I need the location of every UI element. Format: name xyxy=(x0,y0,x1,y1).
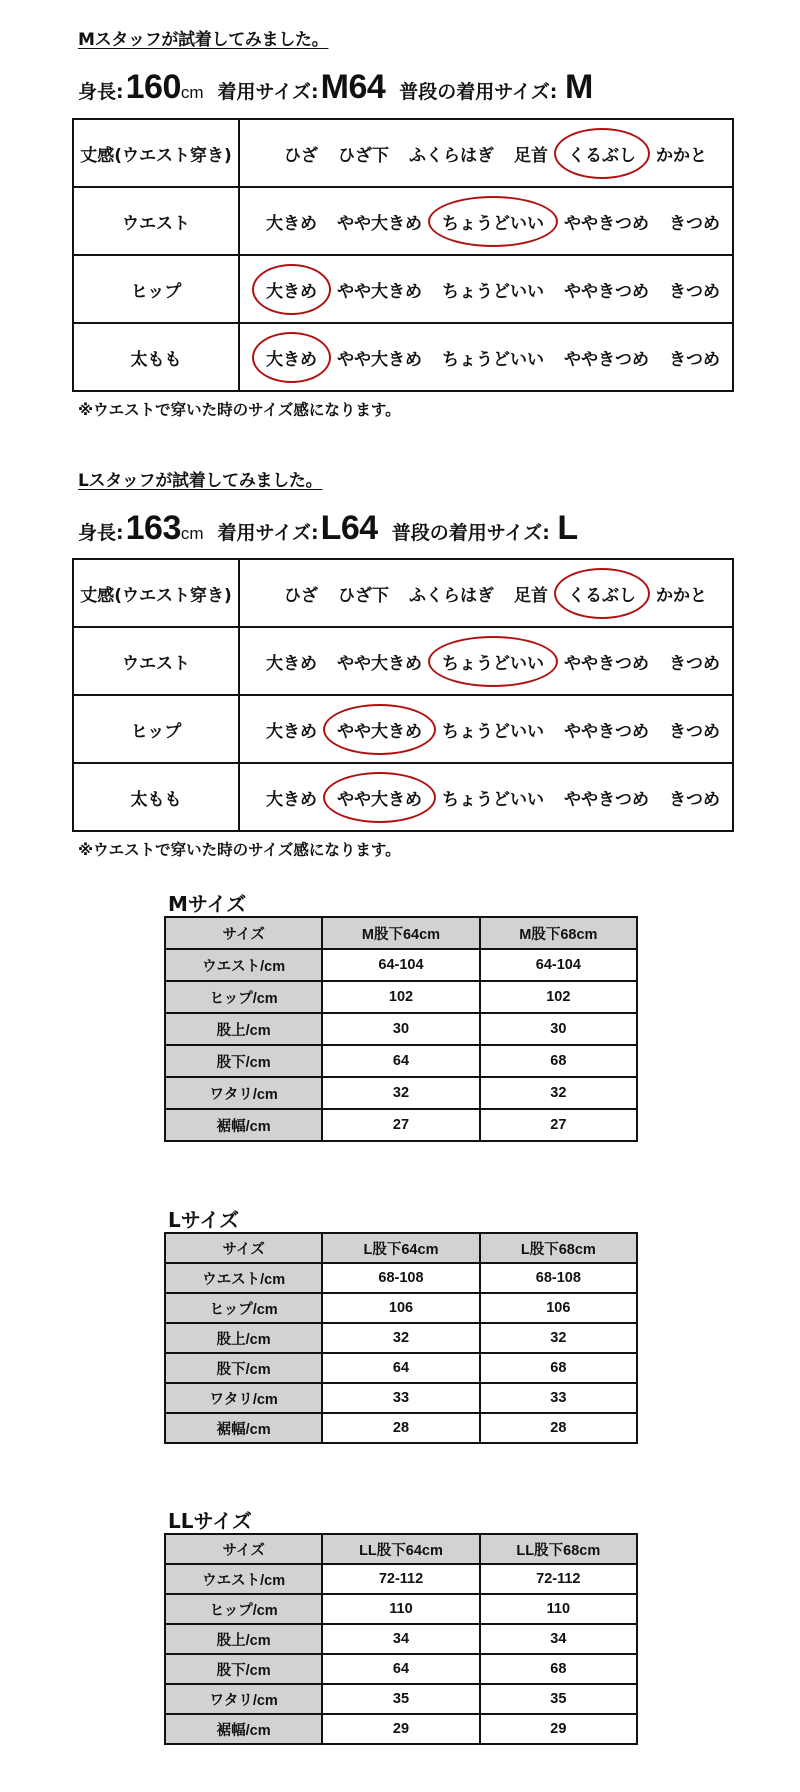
size-row-label: 裾幅/cm xyxy=(165,1413,322,1443)
size-table-row xyxy=(165,1293,637,1323)
fit-option: やや大きめ xyxy=(337,349,422,370)
size-value: 32 xyxy=(480,1077,637,1109)
size-table-row xyxy=(165,1654,637,1684)
size-value: 68-108 xyxy=(322,1263,479,1293)
size-row-label: ワタリ/cm xyxy=(165,1383,322,1413)
size-table-row xyxy=(165,1714,637,1744)
fit-row xyxy=(73,187,733,255)
size-table-header: M股下64cm xyxy=(322,917,479,949)
size-table-row xyxy=(165,1684,637,1714)
fit-option: やや大きめ xyxy=(337,653,422,674)
usual-size-value: M xyxy=(564,68,593,106)
height-label: 身長 xyxy=(78,81,117,103)
size-table-row xyxy=(165,1045,637,1077)
size-label: 着用サイズ xyxy=(217,81,312,103)
size-value: 29 xyxy=(322,1714,479,1744)
fit-options xyxy=(239,255,733,323)
size-value: 28 xyxy=(322,1413,479,1443)
size-table-row xyxy=(165,1077,637,1109)
fit-row-label: 太もも xyxy=(73,323,239,391)
size-value: 30 xyxy=(480,1013,637,1045)
fit-options xyxy=(239,559,733,627)
size-value: 72-112 xyxy=(322,1564,479,1594)
fit-option: ちょうどいい xyxy=(442,721,544,742)
size-value: L64 xyxy=(320,509,378,547)
size-table-header: M股下68cm xyxy=(480,917,637,949)
fit-option: 大きめ xyxy=(266,789,317,810)
size-value: 34 xyxy=(322,1624,479,1654)
size-table-header-row xyxy=(165,917,637,949)
size-row-label: ワタリ/cm xyxy=(165,1684,322,1714)
size-value: 30 xyxy=(322,1013,479,1045)
usual-size-value: L xyxy=(557,509,578,547)
size-label: 着用サイズ xyxy=(217,522,312,544)
usual-size-label: 普段の着用サイズ xyxy=(391,522,543,544)
size-value: 32 xyxy=(322,1077,479,1109)
size-row-label: 股上/cm xyxy=(165,1323,322,1353)
size-value: 110 xyxy=(480,1594,637,1624)
size-table-header: サイズ xyxy=(165,917,322,949)
size-value: 29 xyxy=(480,1714,637,1744)
fit-row xyxy=(73,559,733,627)
height-label: 身長 xyxy=(78,522,117,544)
size-value: 64-104 xyxy=(322,949,479,981)
size-value: 32 xyxy=(322,1323,479,1353)
fit-option: 大きめ xyxy=(266,653,317,674)
size-value: 35 xyxy=(480,1684,637,1714)
fit-option: 足首 xyxy=(514,585,548,606)
size-value: 106 xyxy=(480,1293,637,1323)
fit-option-selected: ちょうどいい xyxy=(442,649,544,674)
size-value: 64-104 xyxy=(480,949,637,981)
size-table-row xyxy=(165,949,637,981)
fit-option: きつめ xyxy=(669,349,720,370)
size-table-row xyxy=(165,1624,637,1654)
size-table-row xyxy=(165,981,637,1013)
size-value: 27 xyxy=(322,1109,479,1141)
size-value: 33 xyxy=(322,1383,479,1413)
size-table-header-row xyxy=(165,1534,637,1564)
size-value: 64 xyxy=(322,1353,479,1383)
fit-option-selected: やや大きめ xyxy=(337,717,422,742)
fit-option: きつめ xyxy=(669,721,720,742)
size-table-row xyxy=(165,1594,637,1624)
fit-option: 足首 xyxy=(514,145,548,166)
size-row-label: ヒップ/cm xyxy=(165,981,322,1013)
fit-option: ひざ下 xyxy=(338,145,389,166)
size-row-label: 股下/cm xyxy=(165,1353,322,1383)
fit-row xyxy=(73,763,733,831)
size-table-header-row xyxy=(165,1233,637,1263)
fit-option-selected: くるぶし xyxy=(568,581,636,606)
size-table-header: サイズ xyxy=(165,1233,322,1263)
size-value: 27 xyxy=(480,1109,637,1141)
fit-row-label: 丈感(ウエスト穿き) xyxy=(73,559,239,627)
fit-option-selected: 大きめ xyxy=(266,345,317,370)
fit-row xyxy=(73,695,733,763)
fit-row-label: ヒップ xyxy=(73,255,239,323)
size-table-row xyxy=(165,1353,637,1383)
size-value: M64 xyxy=(320,68,386,106)
size-table-row xyxy=(165,1263,637,1293)
size-table-header: LL股下68cm xyxy=(480,1534,637,1564)
fit-option: やや大きめ xyxy=(337,213,422,234)
size-value: 32 xyxy=(480,1323,637,1353)
fit-option: きつめ xyxy=(669,213,720,234)
fit-option-selected: くるぶし xyxy=(568,141,636,166)
fit-option: ややきつめ xyxy=(564,213,649,234)
fit-option: ややきつめ xyxy=(564,281,649,302)
size-table-row xyxy=(165,1413,637,1443)
l-size-title: Lサイズ xyxy=(168,1208,240,1232)
fit-option: きつめ xyxy=(669,789,720,810)
size-table-row xyxy=(165,1013,637,1045)
size-table-header: LL股下64cm xyxy=(322,1534,479,1564)
l-size-table xyxy=(164,1232,638,1444)
m-staff-fit-table xyxy=(72,118,734,392)
fit-options xyxy=(239,323,733,391)
height-value: 163 xyxy=(125,509,181,547)
m-staff-title: Mスタッフが試着してみました。 xyxy=(78,30,329,50)
size-value: 68-108 xyxy=(480,1263,637,1293)
fit-option: ちょうどいい xyxy=(442,349,544,370)
m-staff-stats: 身長:160cm 着用サイズ:M64 普段の着用サイズ: M xyxy=(78,68,593,106)
fit-option: きつめ xyxy=(669,653,720,674)
ll-size-table xyxy=(164,1533,638,1745)
fit-option: ひざ下 xyxy=(338,585,389,606)
fit-row-label: ウエスト xyxy=(73,187,239,255)
m-staff-note: ※ウエストで穿いた時のサイズ感になります。 xyxy=(78,401,401,419)
fit-row xyxy=(73,323,733,391)
size-row-label: ヒップ/cm xyxy=(165,1293,322,1323)
fit-option: ややきつめ xyxy=(564,349,649,370)
m-size-table xyxy=(164,916,638,1142)
height-unit: cm xyxy=(180,83,204,102)
size-table-row xyxy=(165,1109,637,1141)
size-row-label: ヒップ/cm xyxy=(165,1594,322,1624)
size-row-label: ウエスト/cm xyxy=(165,1263,322,1293)
fit-row xyxy=(73,255,733,323)
fit-option: ややきつめ xyxy=(564,789,649,810)
l-staff-title: Lスタッフが試着してみました。 xyxy=(78,471,323,491)
size-value: 102 xyxy=(322,981,479,1013)
size-value: 68 xyxy=(480,1045,637,1077)
fit-option-selected: やや大きめ xyxy=(337,785,422,810)
fit-options xyxy=(239,627,733,695)
size-row-label: 裾幅/cm xyxy=(165,1109,322,1141)
fit-option: ややきつめ xyxy=(564,653,649,674)
height-value: 160 xyxy=(125,68,181,106)
size-table-header: L股下68cm xyxy=(480,1233,637,1263)
l-staff-fit-table xyxy=(72,558,734,832)
size-row-label: 股下/cm xyxy=(165,1045,322,1077)
size-value: 102 xyxy=(480,981,637,1013)
fit-option: ふくらはぎ xyxy=(409,145,494,166)
fit-row-label: ウエスト xyxy=(73,627,239,695)
size-value: 33 xyxy=(480,1383,637,1413)
l-staff-stats: 身長:163cm 着用サイズ:L64 普段の着用サイズ: L xyxy=(78,509,578,547)
fit-option: きつめ xyxy=(669,281,720,302)
size-table-row xyxy=(165,1383,637,1413)
size-value: 72-112 xyxy=(480,1564,637,1594)
fit-options xyxy=(239,695,733,763)
fit-option: 大きめ xyxy=(266,213,317,234)
size-row-label: ウエスト/cm xyxy=(165,949,322,981)
fit-option: ひざ xyxy=(284,585,318,606)
size-value: 106 xyxy=(322,1293,479,1323)
fit-row xyxy=(73,119,733,187)
fit-option-selected: ちょうどいい xyxy=(442,209,544,234)
fit-option: ふくらはぎ xyxy=(409,585,494,606)
size-table-row xyxy=(165,1323,637,1353)
size-table-header: サイズ xyxy=(165,1534,322,1564)
fit-row-label: ヒップ xyxy=(73,695,239,763)
fit-options xyxy=(239,187,733,255)
size-value: 28 xyxy=(480,1413,637,1443)
size-value: 34 xyxy=(480,1624,637,1654)
size-value: 64 xyxy=(322,1045,479,1077)
size-table-header: L股下64cm xyxy=(322,1233,479,1263)
size-row-label: 股上/cm xyxy=(165,1624,322,1654)
fit-row-label: 丈感(ウエスト穿き) xyxy=(73,119,239,187)
fit-option: かかと xyxy=(656,145,707,166)
fit-row xyxy=(73,627,733,695)
size-value: 68 xyxy=(480,1353,637,1383)
fit-option: ひざ xyxy=(284,145,318,166)
height-unit: cm xyxy=(180,524,204,543)
fit-options xyxy=(239,119,733,187)
fit-option-selected: 大きめ xyxy=(266,277,317,302)
fit-option: ちょうどいい xyxy=(442,281,544,302)
size-value: 68 xyxy=(480,1654,637,1684)
fit-option: ちょうどいい xyxy=(442,789,544,810)
fit-option: 大きめ xyxy=(266,721,317,742)
size-row-label: ワタリ/cm xyxy=(165,1077,322,1109)
size-value: 64 xyxy=(322,1654,479,1684)
m-size-title: Mサイズ xyxy=(168,892,247,916)
size-row-label: 股下/cm xyxy=(165,1654,322,1684)
usual-size-label: 普段の着用サイズ xyxy=(399,81,550,103)
fit-option: かかと xyxy=(656,585,707,606)
fit-options xyxy=(239,763,733,831)
fit-option: ややきつめ xyxy=(564,721,649,742)
size-table-row xyxy=(165,1564,637,1594)
fit-option: やや大きめ xyxy=(337,281,422,302)
size-row-label: 股上/cm xyxy=(165,1013,322,1045)
fit-row-label: 太もも xyxy=(73,763,239,831)
l-staff-note: ※ウエストで穿いた時のサイズ感になります。 xyxy=(78,841,401,859)
ll-size-title: LLサイズ xyxy=(168,1509,252,1533)
size-value: 110 xyxy=(322,1594,479,1624)
size-value: 35 xyxy=(322,1684,479,1714)
size-row-label: 裾幅/cm xyxy=(165,1714,322,1744)
size-row-label: ウエスト/cm xyxy=(165,1564,322,1594)
